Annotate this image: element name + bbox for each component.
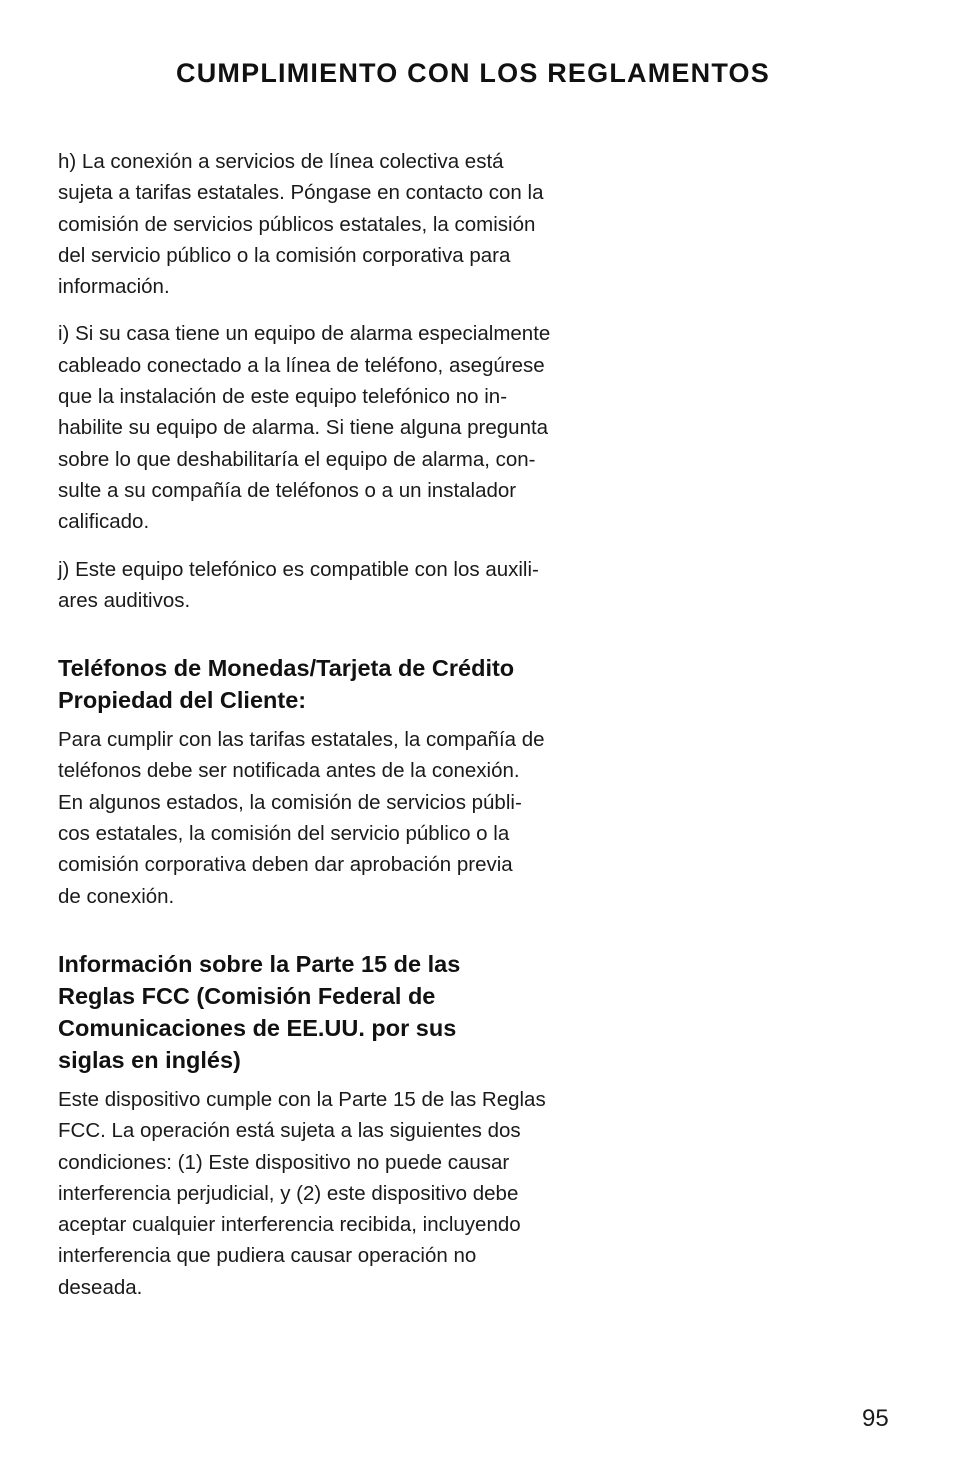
paragraph-line: información. xyxy=(58,275,170,299)
paragraph-line: h) La conexión a servicios de línea colectiva está xyxy=(58,150,504,173)
heading-line: Teléfonos de Monedas/Tarjeta de Crédito xyxy=(58,655,515,682)
section-heading-fcc-part15 xyxy=(58,948,588,1076)
paragraph-line: i) Si su casa tiene un equipo de alarma especialmente xyxy=(58,322,551,346)
main-content xyxy=(58,146,588,1319)
paragraph-line: ares auditivos. xyxy=(58,588,191,612)
paragraph-line: En algunos estados, la comisión de servicios públi- xyxy=(58,790,522,814)
paragraph-line: de conexión. xyxy=(58,884,175,908)
section-body-fcc-part15 xyxy=(58,1084,588,1303)
page-number: 95 xyxy=(862,1405,889,1432)
paragraph-j xyxy=(58,554,588,617)
paragraph-line: sujeta a tarifas estatales. Póngase en contacto con la xyxy=(58,181,544,205)
heading-line: Información sobre la Parte 15 de las xyxy=(58,950,461,977)
paragraph-line: comisión de servicios públicos estatales, la comisión xyxy=(58,212,536,236)
paragraph-line: interferencia perjudicial, y (2) este dispositivo debe xyxy=(58,1181,519,1205)
paragraph-line: deseada. xyxy=(58,1275,143,1299)
section-body-coin-phones xyxy=(58,724,588,912)
heading-line: siglas en inglés) xyxy=(58,1046,241,1073)
section-heading-coin-phones xyxy=(58,652,588,716)
paragraph-h xyxy=(58,146,588,302)
paragraph-line: cableado conectado a la línea de teléfono, asegúrese xyxy=(58,353,545,377)
paragraph-line: teléfonos debe ser notificada antes de la conexión. xyxy=(58,759,520,783)
paragraph-line: calificado. xyxy=(58,510,150,534)
paragraph-line: condiciones: (1) Este dispositivo no puede causar xyxy=(58,1150,510,1174)
paragraph-line: cos estatales, la comisión del servicio público o la xyxy=(58,822,510,846)
paragraph-line: sulte a su compañía de teléfonos o a un instalador xyxy=(58,478,517,502)
paragraph-line: Este dispositivo cumple con la Parte 15 de las Reglas xyxy=(58,1087,546,1111)
paragraph-line: Para cumplir con las tarifas estatales, la compañía de xyxy=(58,728,545,752)
heading-line: Reglas FCC (Comisión Federal de xyxy=(58,982,436,1009)
heading-line: Comunicaciones de EE.UU. por sus xyxy=(58,1014,457,1041)
paragraph-line: aceptar cualquier interferencia recibida, incluyendo xyxy=(58,1213,521,1237)
page-title: CUMPLIMIENTO CON LOS REGLAMENTOS xyxy=(176,58,770,88)
paragraph-line: del servicio público o la comisión corporativa para xyxy=(58,243,511,267)
paragraph-line: j) Este equipo telefónico es compatible con los auxili- xyxy=(58,557,539,581)
paragraph-line: sobre lo que deshabilitaría el equipo de alarma, con- xyxy=(58,447,536,471)
paragraph-line: que la instalación de este equipo telefónico no in- xyxy=(58,385,508,409)
paragraph-line: interferencia que pudiera causar operación no xyxy=(58,1244,477,1268)
paragraph-line: FCC. La operación está sujeta a las siguientes dos xyxy=(58,1119,521,1143)
paragraph-line: habilite su equipo de alarma. Si tiene alguna pregunta xyxy=(58,416,549,440)
heading-line: Propiedad del Cliente: xyxy=(58,687,307,714)
paragraph-i xyxy=(58,318,588,537)
paragraph-line: comisión corporativa deben dar aprobación previa xyxy=(58,853,513,877)
